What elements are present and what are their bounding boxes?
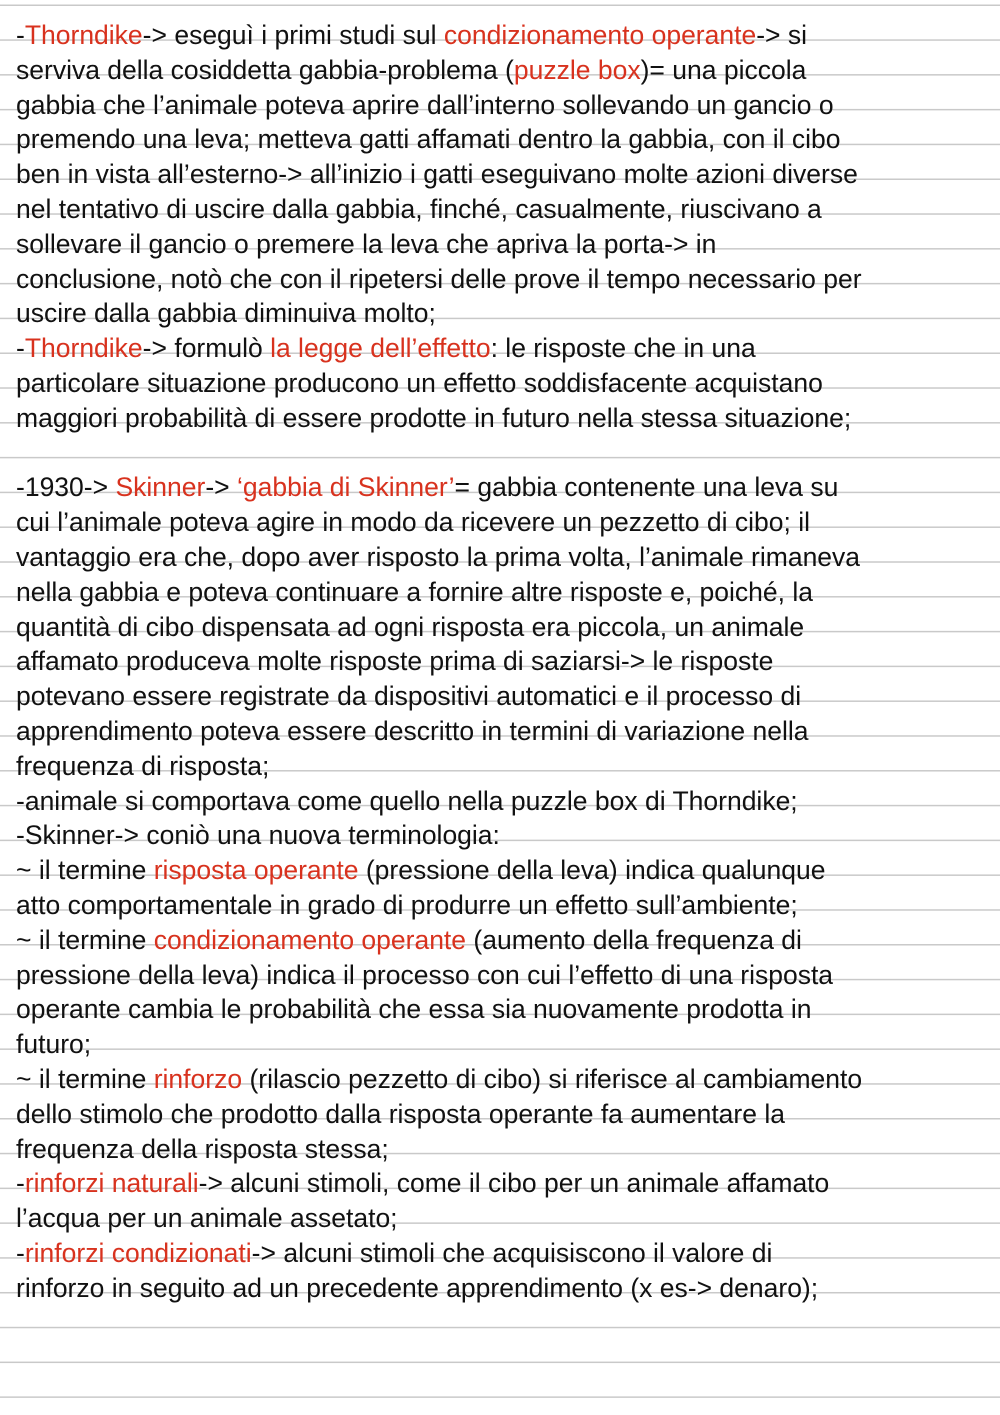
text-line	[16, 1027, 991, 1062]
highlighted-term: Thorndike	[24, 20, 143, 50]
text-line	[16, 53, 991, 88]
text-segment: (aumento della frequenza di	[466, 924, 802, 955]
text-segment: (pressione della leva) indica qualunque	[358, 855, 826, 886]
text-line	[16, 88, 991, 123]
text-line	[16, 749, 991, 784]
highlighted-term: rinforzi naturali	[24, 1168, 199, 1199]
text-segment: -	[16, 20, 25, 50]
text-segment: frequenza di risposta;	[16, 750, 270, 781]
text-line	[16, 227, 991, 262]
highlighted-term: condizionamento operante	[443, 20, 757, 50]
text-segment: atto comportamentale in grado di produrre un effetto sull’ambiente;	[16, 889, 798, 920]
text-line	[16, 540, 991, 575]
text-segment: -	[16, 1237, 25, 1268]
text-line	[16, 644, 991, 679]
text-segment: potevano essere registrate da dispositivi automatici e il processo di	[16, 681, 802, 712]
text-segment: -animale si comportava come quello nella puzzle box di Thorndike;	[16, 785, 798, 816]
highlighted-term: condizionamento operante	[153, 924, 467, 955]
text-line	[16, 157, 991, 192]
text-line	[16, 470, 991, 505]
text-line	[16, 1201, 991, 1236]
text-line	[16, 1271, 991, 1306]
text-line	[16, 401, 991, 436]
text-line	[16, 888, 991, 923]
text-line	[16, 505, 991, 540]
text-segment: -> formulò	[142, 333, 271, 364]
text-line	[16, 331, 991, 366]
text-segment: affamato produceva molte risposte prima di saziarsi-> le risposte	[16, 646, 774, 677]
text-segment: ~ il termine	[16, 1063, 154, 1094]
blank-line	[16, 436, 991, 471]
text-segment: cui l’animale poteva agire in modo da ricevere un pezzetto di cibo; il	[16, 507, 810, 538]
text-line	[16, 1062, 991, 1097]
text-segment: -> alcuni stimoli, come il cibo per un animale affamato	[198, 1168, 830, 1199]
text-line	[16, 18, 991, 53]
text-segment: futuro;	[16, 1029, 92, 1060]
text-segment: particolare situazione producono un effetto soddisfacente acquistano	[16, 367, 823, 398]
text-line	[16, 610, 991, 645]
text-line	[16, 923, 991, 958]
notes-text-block	[16, 18, 991, 1305]
highlighted-term: Skinner	[115, 472, 206, 503]
highlighted-term: rinforzo	[153, 1063, 243, 1094]
text-line	[16, 1132, 991, 1167]
text-segment: sollevare il gancio o premere la leva che apriva la porta-> in	[16, 228, 717, 259]
text-line	[16, 853, 991, 888]
text-segment: -	[16, 1168, 25, 1199]
text-segment: -> eseguì i primi studi sul	[142, 20, 444, 50]
highlighted-term: la legge dell’effetto	[270, 333, 491, 364]
text-line	[16, 679, 991, 714]
text-line	[16, 818, 991, 853]
text-segment: l’acqua per un animale assetato;	[16, 1203, 398, 1234]
text-segment: -Skinner-> coniò una nuova terminologia:	[16, 820, 500, 851]
text-segment: = gabbia contenente una leva su	[454, 472, 839, 503]
text-line	[16, 1097, 991, 1132]
text-segment: -> si	[756, 20, 808, 50]
text-line	[16, 262, 991, 297]
text-line	[16, 366, 991, 401]
text-line	[16, 992, 991, 1027]
text-segment: apprendimento poteva essere descritto in termini di variazione nella	[16, 715, 809, 746]
text-line	[16, 575, 991, 610]
text-segment: maggiori probabilità di essere prodotte in futuro nella stessa situazione;	[16, 402, 852, 433]
text-segment: nel tentativo di uscire dalla gabbia, finché, casualmente, riuscivano a	[16, 193, 822, 224]
text-segment: -	[16, 333, 25, 364]
text-segment: -> alcuni stimoli che acquisiscono il valore di	[251, 1237, 773, 1268]
text-segment: conclusione, notò che con il ripetersi delle prove il tempo necessario per	[16, 263, 862, 294]
text-segment: (rilascio pezzetto di cibo) si riferisce al cambiamento	[242, 1063, 863, 1094]
text-segment: operante cambia le probabilità che essa sia nuovamente prodotta in	[16, 994, 812, 1025]
text-line	[16, 958, 991, 993]
highlighted-term: rinforzi condizionati	[24, 1237, 252, 1268]
text-segment: ->	[205, 472, 237, 503]
text-segment: serviva della cosiddetta gabbia-problema (	[16, 54, 514, 85]
text-segment: frequenza della risposta stessa;	[16, 1133, 389, 1164]
text-segment: quantità di cibo dispensata ad ogni risposta era piccola, un animale	[16, 611, 805, 642]
text-segment: -1930->	[16, 472, 116, 503]
text-line	[16, 714, 991, 749]
text-segment: vantaggio era che, dopo aver risposto la prima volta, l’animale rimaneva	[16, 541, 861, 572]
text-segment: )= una piccola	[640, 54, 807, 85]
text-segment: pressione della leva) indica il processo con cui l’effetto di una risposta	[16, 959, 834, 990]
text-segment: gabbia che l’animale poteva aprire dall’interno sollevando un gancio o	[16, 89, 834, 120]
text-segment: nella gabbia e poteva continuare a fornire altre risposte e, poiché, la	[16, 576, 813, 607]
highlighted-term: ‘gabbia di Skinner’	[236, 472, 455, 503]
text-segment: uscire dalla gabbia diminuiva molto;	[16, 298, 436, 329]
text-line	[16, 192, 991, 227]
text-segment: : le risposte che in una	[490, 333, 756, 364]
text-segment: ben in vista all’esterno-> all’inizio i gatti eseguivano molte azioni diverse	[16, 159, 858, 190]
text-line	[16, 784, 991, 819]
text-line	[16, 122, 991, 157]
text-segment: dello stimolo che prodotto dalla risposta operante fa aumentare la	[16, 1098, 785, 1129]
text-line	[16, 1236, 991, 1271]
highlighted-term: puzzle box	[513, 54, 641, 85]
text-segment: rinforzo in seguito ad un precedente apprendimento (x es-> denaro);	[16, 1272, 819, 1303]
text-line	[16, 296, 991, 331]
text-segment: premendo una leva; metteva gatti affamati dentro la gabbia, con il cibo	[16, 124, 841, 155]
text-segment: ~ il termine	[16, 855, 154, 886]
text-line	[16, 1166, 991, 1201]
text-segment: ~ il termine	[16, 924, 154, 955]
highlighted-term: Thorndike	[24, 333, 143, 364]
highlighted-term: risposta operante	[153, 855, 359, 886]
